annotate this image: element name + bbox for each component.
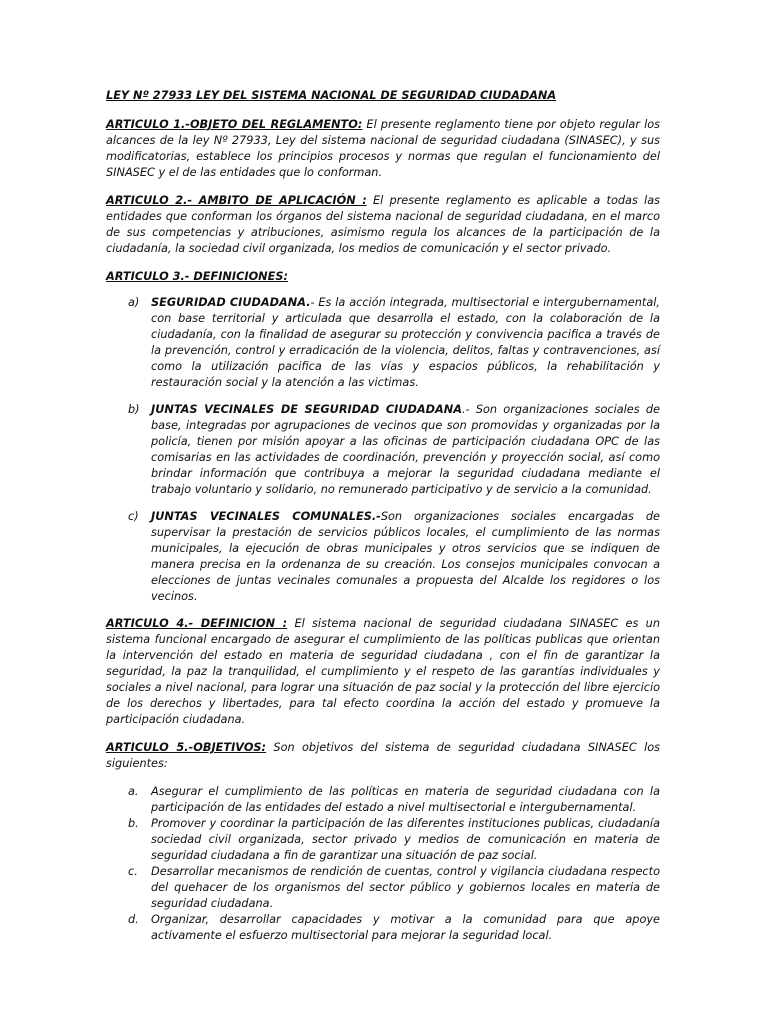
objective-item [106,816,660,864]
definition-body: Son organizaciones sociales encargadas de supervisar la prestación de servicios públicos locales, el cumplimiento de las normas municipales, la ejecución de obras municipales y otros servicios que se indiquen de manera precisa en la ordenanza de su creación. Los consejos municipales convocan a elecciones de juntas vecinales comunales a propuesta del Alcalde los regidores o los vecinos. [151,510,660,603]
article-5-body: Son objetivos del sistema de seguridad ciudadana SINASEC los siguientes: [106,741,661,770]
article-2 [106,193,660,257]
definition-item [106,509,660,605]
objective-body: Promover y coordinar la participación de las diferentes instituciones publicas, ciudadanía sociedad civil organizada, sector privado y medios de comunicación en materia de seguridad ciudadana a fin de garantizar una situación de paz social. [151,817,660,862]
objective-body: Desarrollar mecanismos de rendición de cuentas, control y vigilancia ciudadana respecto del quehacer de los organismos del sector público y gobiernos locales en materia de seguridad ciudadana. [151,865,660,910]
article-4-heading: ARTICULO 4.- DEFINICION : [106,617,288,630]
article-5 [106,740,660,772]
definition-body: .- Son organizaciones sociales de base, integradas por agrupaciones de vecinos que son promovidas y organizadas por la policía, tienen por misión apoyar a las oficinas de participación ciudadana OPC de las comisarias en las actividades de coordinación, prevención y proyección social, así como brindar información que contribuya a mejorar la seguridad ciudadana mediante el trabajo voluntario y solidario, no remunerado participativo y de servicio a la comunidad. [151,403,660,496]
article-4 [106,616,660,728]
article-1 [106,117,660,181]
article-1-body: El presente reglamento tiene por objeto regular los alcances de la ley Nº 27933, Ley del sistema nacional de seguridad ciudadana (SINASEC), y sus modificatorias, establece los principios procesos y normas que regulan el funcionamiento del SINASEC y el de las entidades que lo conforman. [106,118,660,179]
list-marker: a) [128,296,140,309]
list-marker: b. [128,817,139,830]
definition-item [106,402,660,498]
article-2-heading: ARTICULO 2.- AMBITO DE APLICACIÓN : [106,194,367,207]
article-2-body: El presente reglamento es aplicable a todas las entidades que conforman los órganos del sistema nacional de seguridad ciudadana, en el marco de sus competencias y atribuciones, asimismo regula los alcances de la participación de la ciudadanía, la sociedad civil organizada, los medios de comunicación y el sector privado. [106,194,661,255]
objective-body: Organizar, desarrollar capacidades y motivar a la comunidad para que apoye activamente el esfuerzo multisectorial para mejorar la seguridad local. [151,913,660,942]
article-1-heading: ARTICULO 1.-OBJETO DEL REGLAMENTO: [106,118,363,131]
definition-item [106,295,660,391]
objective-body: Asegurar el cumplimiento de las políticas en materia de seguridad ciudadana con la participación de las entidades del estado a nivel multisectorial e intergubernamental. [151,785,660,814]
article-4-body: El sistema nacional de seguridad ciudadana SINASEC es un sistema funcional encargado de asegurar el cumplimiento de las políticas publicas que orientan la intervención del estado en materia de seguridad ciudadana , con el fin de garantizar la seguridad, la paz la tranquilidad, el cumplimiento y el respeto de las garantías individuales y sociales a nivel nacional, para lograr una situación de paz social y la protección del libre ejercicio de los derechos y libertades, para tal efecto coordina la acción del estado y promueve la participación ciudadana. [106,617,660,726]
definition-term: JUNTAS VECINALES DE SEGURIDAD CIUDADANA [151,403,462,416]
article-3-heading: ARTICULO 3.- DEFINICIONES: [106,270,289,283]
definitions-list [106,295,660,605]
definition-term: SEGURIDAD CIUDADANA. [151,296,311,309]
objective-item [106,864,660,912]
list-marker: c) [128,510,139,523]
objective-item [106,784,660,816]
list-marker: a. [128,785,139,798]
document-page [106,88,660,944]
list-marker: d. [128,913,139,926]
definition-body: - Es la acción integrada, multisectorial e intergubernamental, con base territorial y articulada que desarrolla el estado, con la colaboración de la ciudadanía, con la finalidad de asegurar su protección y convivencia pacifica a través de la prevención, control y erradicación de la violencia, delitos, faltas y contravenciones, así como la utilización pacifica de las vías y espacios públicos, la rehabilitación y restauración social y la atención a las victimas. [151,296,660,389]
objectives-list [106,784,660,944]
list-marker: b) [128,403,140,416]
definition-term: JUNTAS VECINALES COMUNALES.- [151,510,381,523]
article-5-heading: ARTICULO 5.-OBJETIVOS: [106,741,267,754]
objective-item [106,912,660,944]
list-marker: c. [128,865,138,878]
document-title: LEY Nº 27933 LEY DEL SISTEMA NACIONAL DE SEGURIDAD CIUDADANA [106,89,557,102]
